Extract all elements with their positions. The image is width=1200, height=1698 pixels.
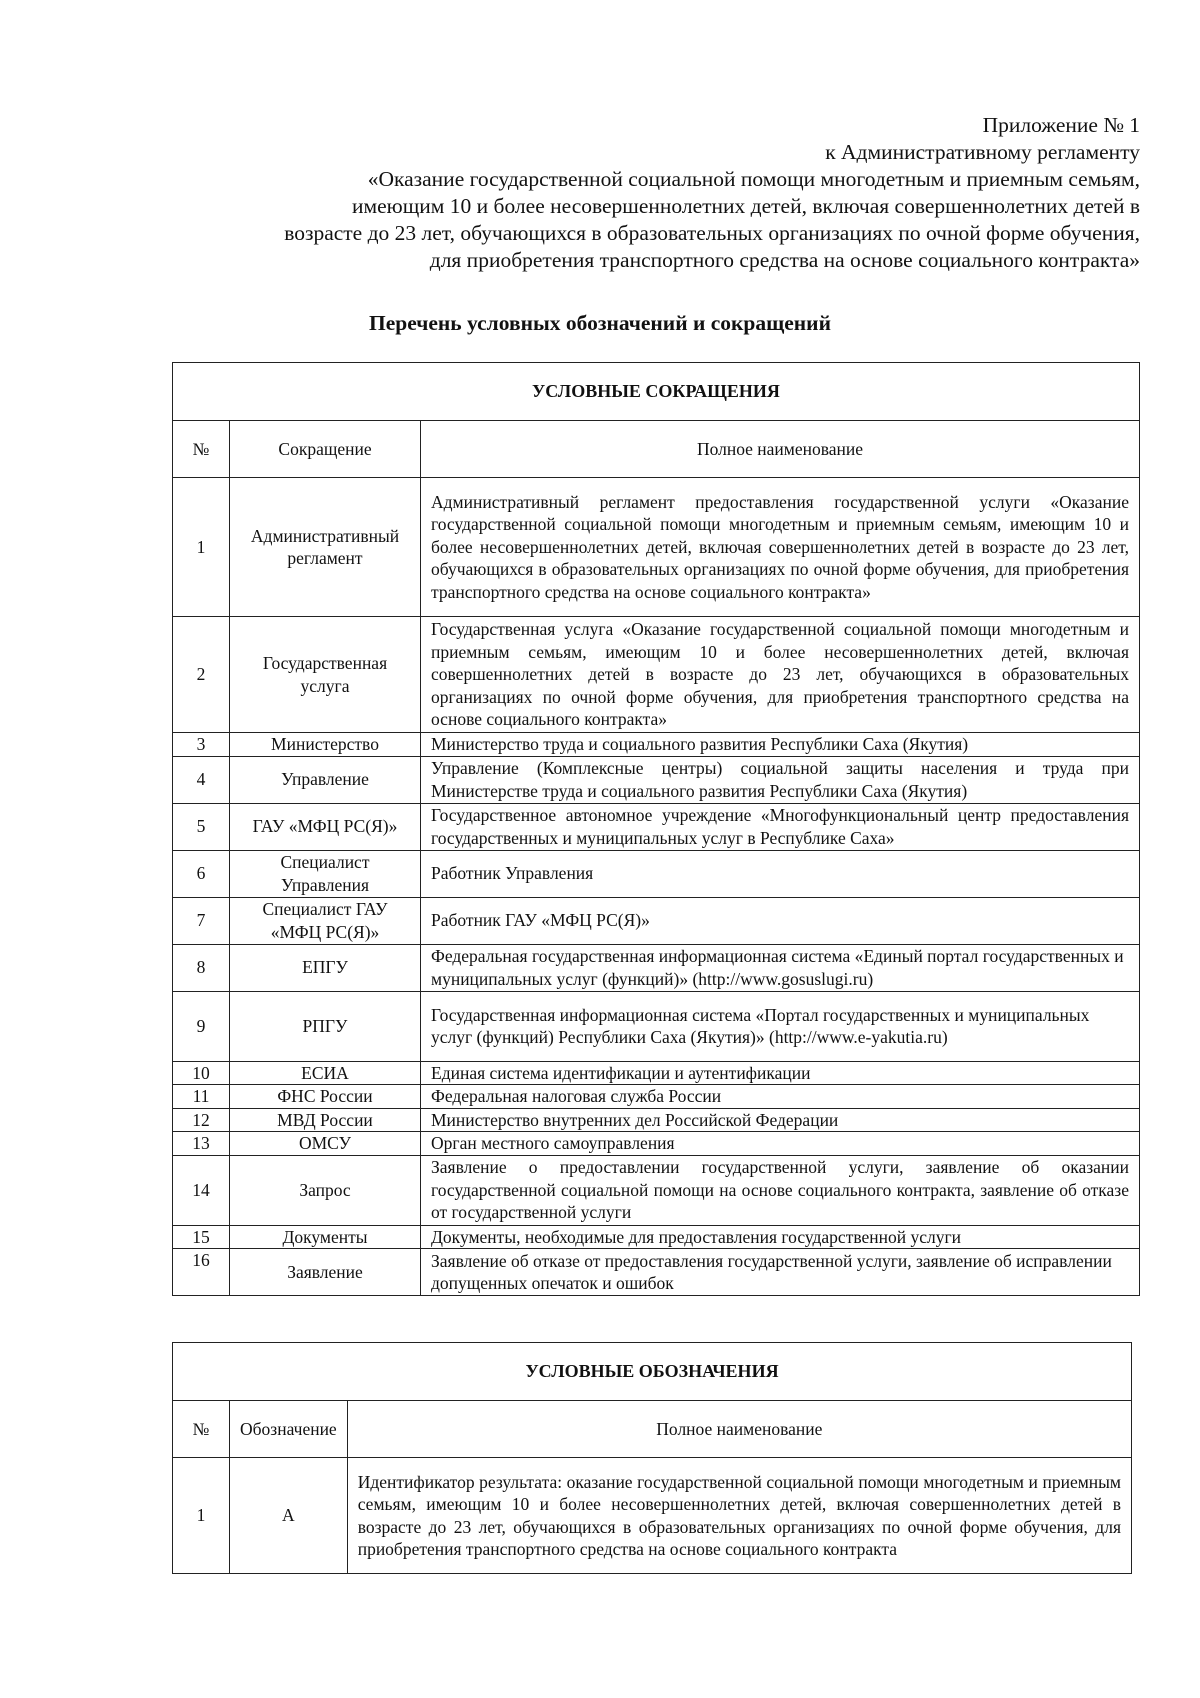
row-designation: А: [230, 1458, 348, 1574]
row-abbreviation: Запрос: [230, 1155, 421, 1225]
table-row: [173, 1085, 1140, 1109]
table-row: [173, 897, 1140, 944]
row-full-name: Федеральная государственная информационная система «Единый портал государственных и муниципальных услуг (функций)» (http://www.gosuslugi.ru): [421, 944, 1140, 991]
row-number: 3: [173, 733, 230, 757]
table-row: [173, 991, 1140, 1061]
column-header-number: №: [173, 1401, 230, 1458]
row-abbreviation: Министерство: [230, 733, 421, 757]
row-abbreviation: РПГУ: [230, 991, 421, 1061]
row-abbreviation: ЕСИА: [230, 1061, 421, 1085]
row-abbreviation: Государственная услуга: [230, 617, 421, 733]
table-row: [173, 733, 1140, 757]
table-row: [173, 850, 1140, 897]
row-number: 5: [173, 803, 230, 850]
section-title: УСЛОВНЫЕ СОКРАЩЕНИЯ: [173, 363, 1140, 421]
row-abbreviation: МВД России: [230, 1108, 421, 1132]
row-full-name: Министерство труда и социального развития Республики Саха (Якутия): [421, 733, 1140, 757]
abbreviations-table: [172, 362, 1140, 1296]
row-full-name: Документы, необходимые для предоставления государственной услуги: [421, 1225, 1140, 1249]
row-number: 14: [173, 1155, 230, 1225]
table-row: [173, 756, 1140, 803]
row-abbreviation: ФНС России: [230, 1085, 421, 1109]
table-row: [173, 803, 1140, 850]
row-full-name: Государственное автономное учреждение «Многофункциональный центр предоставления государственных и муниципальных услуг в Республике Саха»: [421, 803, 1140, 850]
section-title: УСЛОВНЫЕ ОБОЗНАЧЕНИЯ: [173, 1343, 1132, 1401]
row-abbreviation: ОМСУ: [230, 1132, 421, 1156]
row-full-name: Единая система идентификации и аутентификации: [421, 1061, 1140, 1085]
table-header-row: [173, 421, 1140, 478]
row-number: 15: [173, 1225, 230, 1249]
table-row: [173, 478, 1140, 617]
table-row: [173, 1458, 1132, 1574]
document-title: Перечень условных обозначений и сокращений: [369, 311, 831, 335]
row-full-name: Государственная услуга «Оказание государственной социальной помощи многодетным и приемным семьям, имеющим 10 и более несовершеннолетних детей, включая совершеннолетних детей в возрасте до 23 лет, обучающихся в образовательных организациях по очной форме обучения, для приобретения транспортного средства на основе социального контракта»: [421, 617, 1140, 733]
row-full-name: Административный регламент предоставления государственной услуги «Оказание государственной социальной помощи многодетным и приемным семьям, имеющим 10 и более несовершеннолетних детей, включая совершеннолетних детей в возрасте до 23 лет, обучающихся в образовательных организациях по очной форме обучения, для приобретения транспортного средства на основе социального контракта»: [421, 478, 1140, 617]
column-header-number: №: [173, 421, 230, 478]
table-row: [173, 1225, 1140, 1249]
row-abbreviation: Заявление: [230, 1249, 421, 1296]
column-header-full-name: Полное наименование: [347, 1401, 1131, 1458]
regulation-title-line: для приобретения транспортного средства на основе социального контракта»: [429, 248, 1140, 272]
regulation-title-line: возрасте до 23 лет, обучающихся в образовательных организациях по очной форме обучения,: [284, 221, 1140, 245]
row-number: 2: [173, 617, 230, 733]
table-row: [173, 944, 1140, 991]
row-number: 12: [173, 1108, 230, 1132]
row-abbreviation: Административный регламент: [230, 478, 421, 617]
table-row: [173, 1108, 1140, 1132]
row-full-name: Управление (Комплексные центры) социальной защиты населения и труда при Министерстве труда и социального развития Республики Саха (Якутия): [421, 756, 1140, 803]
row-number: 7: [173, 897, 230, 944]
table-row: [173, 1155, 1140, 1225]
column-header-abbreviation: Сокращение: [230, 421, 421, 478]
row-abbreviation: Управление: [230, 756, 421, 803]
designations-table: [172, 1342, 1132, 1574]
regulation-title-line: «Оказание государственной социальной помощи многодетным и приемным семьям,: [367, 167, 1140, 191]
row-full-name: Орган местного самоуправления: [421, 1132, 1140, 1156]
row-full-name: Работник Управления: [421, 850, 1140, 897]
row-number: 6: [173, 850, 230, 897]
table-row: [173, 617, 1140, 733]
row-number: 16: [173, 1249, 230, 1296]
table-row: [173, 1132, 1140, 1156]
table-header-row: [173, 1401, 1132, 1458]
row-abbreviation: ГАУ «МФЦ РС(Я)»: [230, 803, 421, 850]
table-row: [173, 1061, 1140, 1085]
row-number: 9: [173, 991, 230, 1061]
row-full-name: Работник ГАУ «МФЦ РС(Я)»: [421, 897, 1140, 944]
row-full-name: Заявление об отказе от предоставления государственной услуги, заявление об исправлении допущенных опечаток и ошибок: [421, 1249, 1140, 1296]
row-full-name: Федеральная налоговая служба России: [421, 1085, 1140, 1109]
column-header-designation: Обозначение: [230, 1401, 348, 1458]
row-full-name: Заявление о предоставлении государственной услуги, заявление об оказании государственной социальной помощи на основе социального контракта, заявление об отказе от государственной услуги: [421, 1155, 1140, 1225]
row-number: 1: [173, 478, 230, 617]
row-full-name: Государственная информационная система «Портал государственных и муниципальных услуг (функций) Республики Саха (Якутия)» (http://www.e-yakutia.ru): [421, 991, 1140, 1061]
regulation-title-line: имеющим 10 и более несовершеннолетних детей, включая совершеннолетних детей в: [352, 194, 1140, 218]
row-number: 13: [173, 1132, 230, 1156]
row-abbreviation: ЕПГУ: [230, 944, 421, 991]
column-header-full-name: Полное наименование: [421, 421, 1140, 478]
appendix-number: Приложение № 1: [982, 113, 1140, 137]
row-full-name: Идентификатор результата: оказание государственной социальной помощи многодетным и приемным семьям, имеющим 10 и более несовершеннолетних детей, включая совершеннолетних детей в возрасте до 23 лет, обучающихся в образовательных организациях по очной форме обучения, для приобретения транспортного средства на основе социального контракта: [347, 1458, 1131, 1574]
row-abbreviation: Специалист ГАУ «МФЦ РС(Я)»: [230, 897, 421, 944]
row-abbreviation: Документы: [230, 1225, 421, 1249]
row-full-name: Министерство внутренних дел Российской Федерации: [421, 1108, 1140, 1132]
row-number: 4: [173, 756, 230, 803]
row-number: 11: [173, 1085, 230, 1109]
appendix-ref: к Административному регламенту: [825, 140, 1140, 164]
row-abbreviation: Специалист Управления: [230, 850, 421, 897]
appendix-header: [140, 112, 1140, 274]
row-number: 8: [173, 944, 230, 991]
row-number: 10: [173, 1061, 230, 1085]
table-row: [173, 1249, 1140, 1296]
row-number: 1: [173, 1458, 230, 1574]
